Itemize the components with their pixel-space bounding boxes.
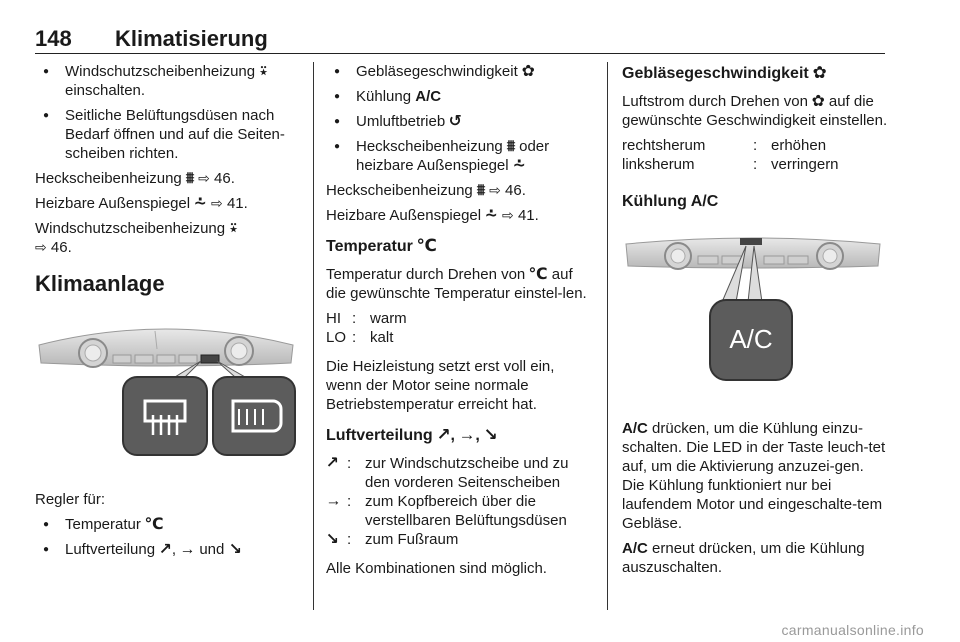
combination-note: Alle Kombinationen sind möglich. <box>326 560 547 577</box>
page-title: Klimatisierung <box>115 26 268 51</box>
air-head-icon: → <box>325 492 342 510</box>
thermometer-icon: ℃ <box>528 265 549 284</box>
reference-arrow-icon: ⇨ <box>489 182 501 198</box>
page-link[interactable]: 46. <box>50 239 72 256</box>
mirror-heat-icon: ⩪ <box>193 194 208 213</box>
air-windshield-icon: ↗ <box>436 426 451 445</box>
fan-icon: ✿ <box>521 62 535 81</box>
page-link[interactable]: 41. <box>226 195 248 212</box>
air-distribution-heading: Luftverteilung ↗, →, ↘ <box>326 426 594 446</box>
air-head-icon: → <box>459 426 476 445</box>
cooling-heading: Kühlung A/C <box>622 193 719 210</box>
page-link[interactable]: 46. <box>505 182 526 199</box>
column-divider <box>607 62 608 610</box>
list-item: ● Windschutzscheibenheizung ⍣ einschalten. <box>35 62 297 100</box>
thermometer-icon: ℃ <box>144 515 164 534</box>
reference-arrow-icon: ⇨ <box>35 239 47 255</box>
climate-panel-illustration <box>35 315 297 480</box>
controls-intro: Regler für: <box>35 491 106 508</box>
air-windshield-icon: ↗ <box>325 454 339 472</box>
ac-button-label: A/C <box>729 324 773 354</box>
mirror-heat-icon: ⩪ <box>484 206 499 225</box>
rear-defrost-ref: Heckscheibenheizung ⩩ ⇨ 46. <box>35 169 235 188</box>
rear-defrost-icon: ⩩ <box>476 181 486 200</box>
air-floor-icon: ↘ <box>228 540 242 559</box>
list-item: ● Seitliche Belüftungsdüsen nach Bedarf öffnen und auf die Seiten-scheiben richten. <box>35 106 297 163</box>
list-item: ● Heckscheibenheizung ⩩ oder heizbare Außenspiegel ⩪ <box>326 137 594 175</box>
fan-speed-text: Luftstrom durch Drehen von ✿ auf die gewünschte Geschwindigkeit einstellen. <box>622 92 888 129</box>
list-item: ● Umluftbetrieb ↺ <box>326 112 594 131</box>
air-floor-icon: ↘ <box>483 426 499 445</box>
list-item: ● Luftverteilung ↗, → und ↘ <box>35 540 297 559</box>
mirror-heat-icon: ⩪ <box>512 156 526 175</box>
page-link[interactable]: 46. <box>214 170 235 187</box>
reference-arrow-icon: ⇨ <box>502 207 514 223</box>
column-2 <box>326 62 594 584</box>
page-header <box>35 22 885 54</box>
heat-note: Die Heizleistung setzt erst voll ein, wenn der Motor seine normale Betriebstemperatur erreicht hat. <box>326 358 555 413</box>
ac-button-illustration <box>622 236 884 401</box>
temperature-heading: Temperatur ℃ <box>326 237 594 257</box>
thermometer-icon: ℃ <box>416 237 438 256</box>
column-1 <box>35 62 297 565</box>
list-item: ● Temperatur ℃ <box>35 515 297 534</box>
fan-icon: ✿ <box>812 64 827 83</box>
fan-speed-heading: Gebläsegeschwindigkeit ✿ <box>622 64 890 84</box>
fan-icon: ✿ <box>811 92 826 111</box>
fan-speed-list: rechtsherum : erhöhen linksherum : verringern <box>622 137 839 173</box>
reference-arrow-icon: ⇨ <box>198 170 210 186</box>
air-windshield-icon: ↗ <box>158 540 173 559</box>
rear-defrost-ref: Heckscheibenheizung ⩩ ⇨ 46. <box>326 181 526 200</box>
air-floor-icon: ↘ <box>325 530 339 549</box>
windshield-heat-icon: ⍣ <box>259 62 269 81</box>
windshield-heat-ref: Windschutzscheibenheizung ⍣ ⇨ 46. <box>35 219 239 256</box>
column-3 <box>622 62 890 583</box>
ac-off-text: A/C erneut drücken, um die Kühlung auszuschalten. <box>622 540 865 576</box>
reference-arrow-icon: ⇨ <box>211 195 223 211</box>
rear-defrost-icon: ⩩ <box>506 137 516 156</box>
mirror-heat-ref: Heizbare Außenspiegel ⩪ ⇨ 41. <box>35 194 248 213</box>
list-item: ● Gebläsegeschwindigkeit ✿ <box>326 62 594 81</box>
air-distribution-list: ↗ : zur Windschutzscheibe und zu den vorderen Seitenscheiben → : zum Kopfbereich über die verstellbaren Belüftungsdüsen ↘ : zum Fußraum <box>325 454 569 549</box>
list-item: ● Kühlung A/C <box>326 87 594 106</box>
recirculation-icon: ↺ <box>449 112 463 131</box>
page-link[interactable]: 41. <box>517 207 539 224</box>
rear-defrost-icon: ⩩ <box>185 169 195 188</box>
watermark: carmanualsonline.info <box>781 622 924 638</box>
temperature-list: HI : warm LO : kalt <box>326 310 407 346</box>
mirror-heat-ref: Heizbare Außenspiegel ⩪ ⇨ 41. <box>326 206 539 225</box>
column-divider <box>313 62 314 610</box>
temperature-text: Temperatur durch Drehen von ℃ auf die gewünschte Temperatur einstel-len. <box>326 265 587 302</box>
ac-on-text: A/C drücken, um die Kühlung einzu-schalten. Die LED in der Taste leuch-tet auf, um die Aktivierung anzuzei-gen. Die Kühlung funktioniert nur bei laufendem Motor und eingeschalte-tem Gebläse. <box>622 420 886 532</box>
section-heading: Klimaanlage <box>35 271 165 296</box>
page-number: 148 <box>35 26 72 51</box>
air-head-icon: → <box>179 540 196 559</box>
windshield-heat-icon: ⍣ <box>229 219 239 238</box>
